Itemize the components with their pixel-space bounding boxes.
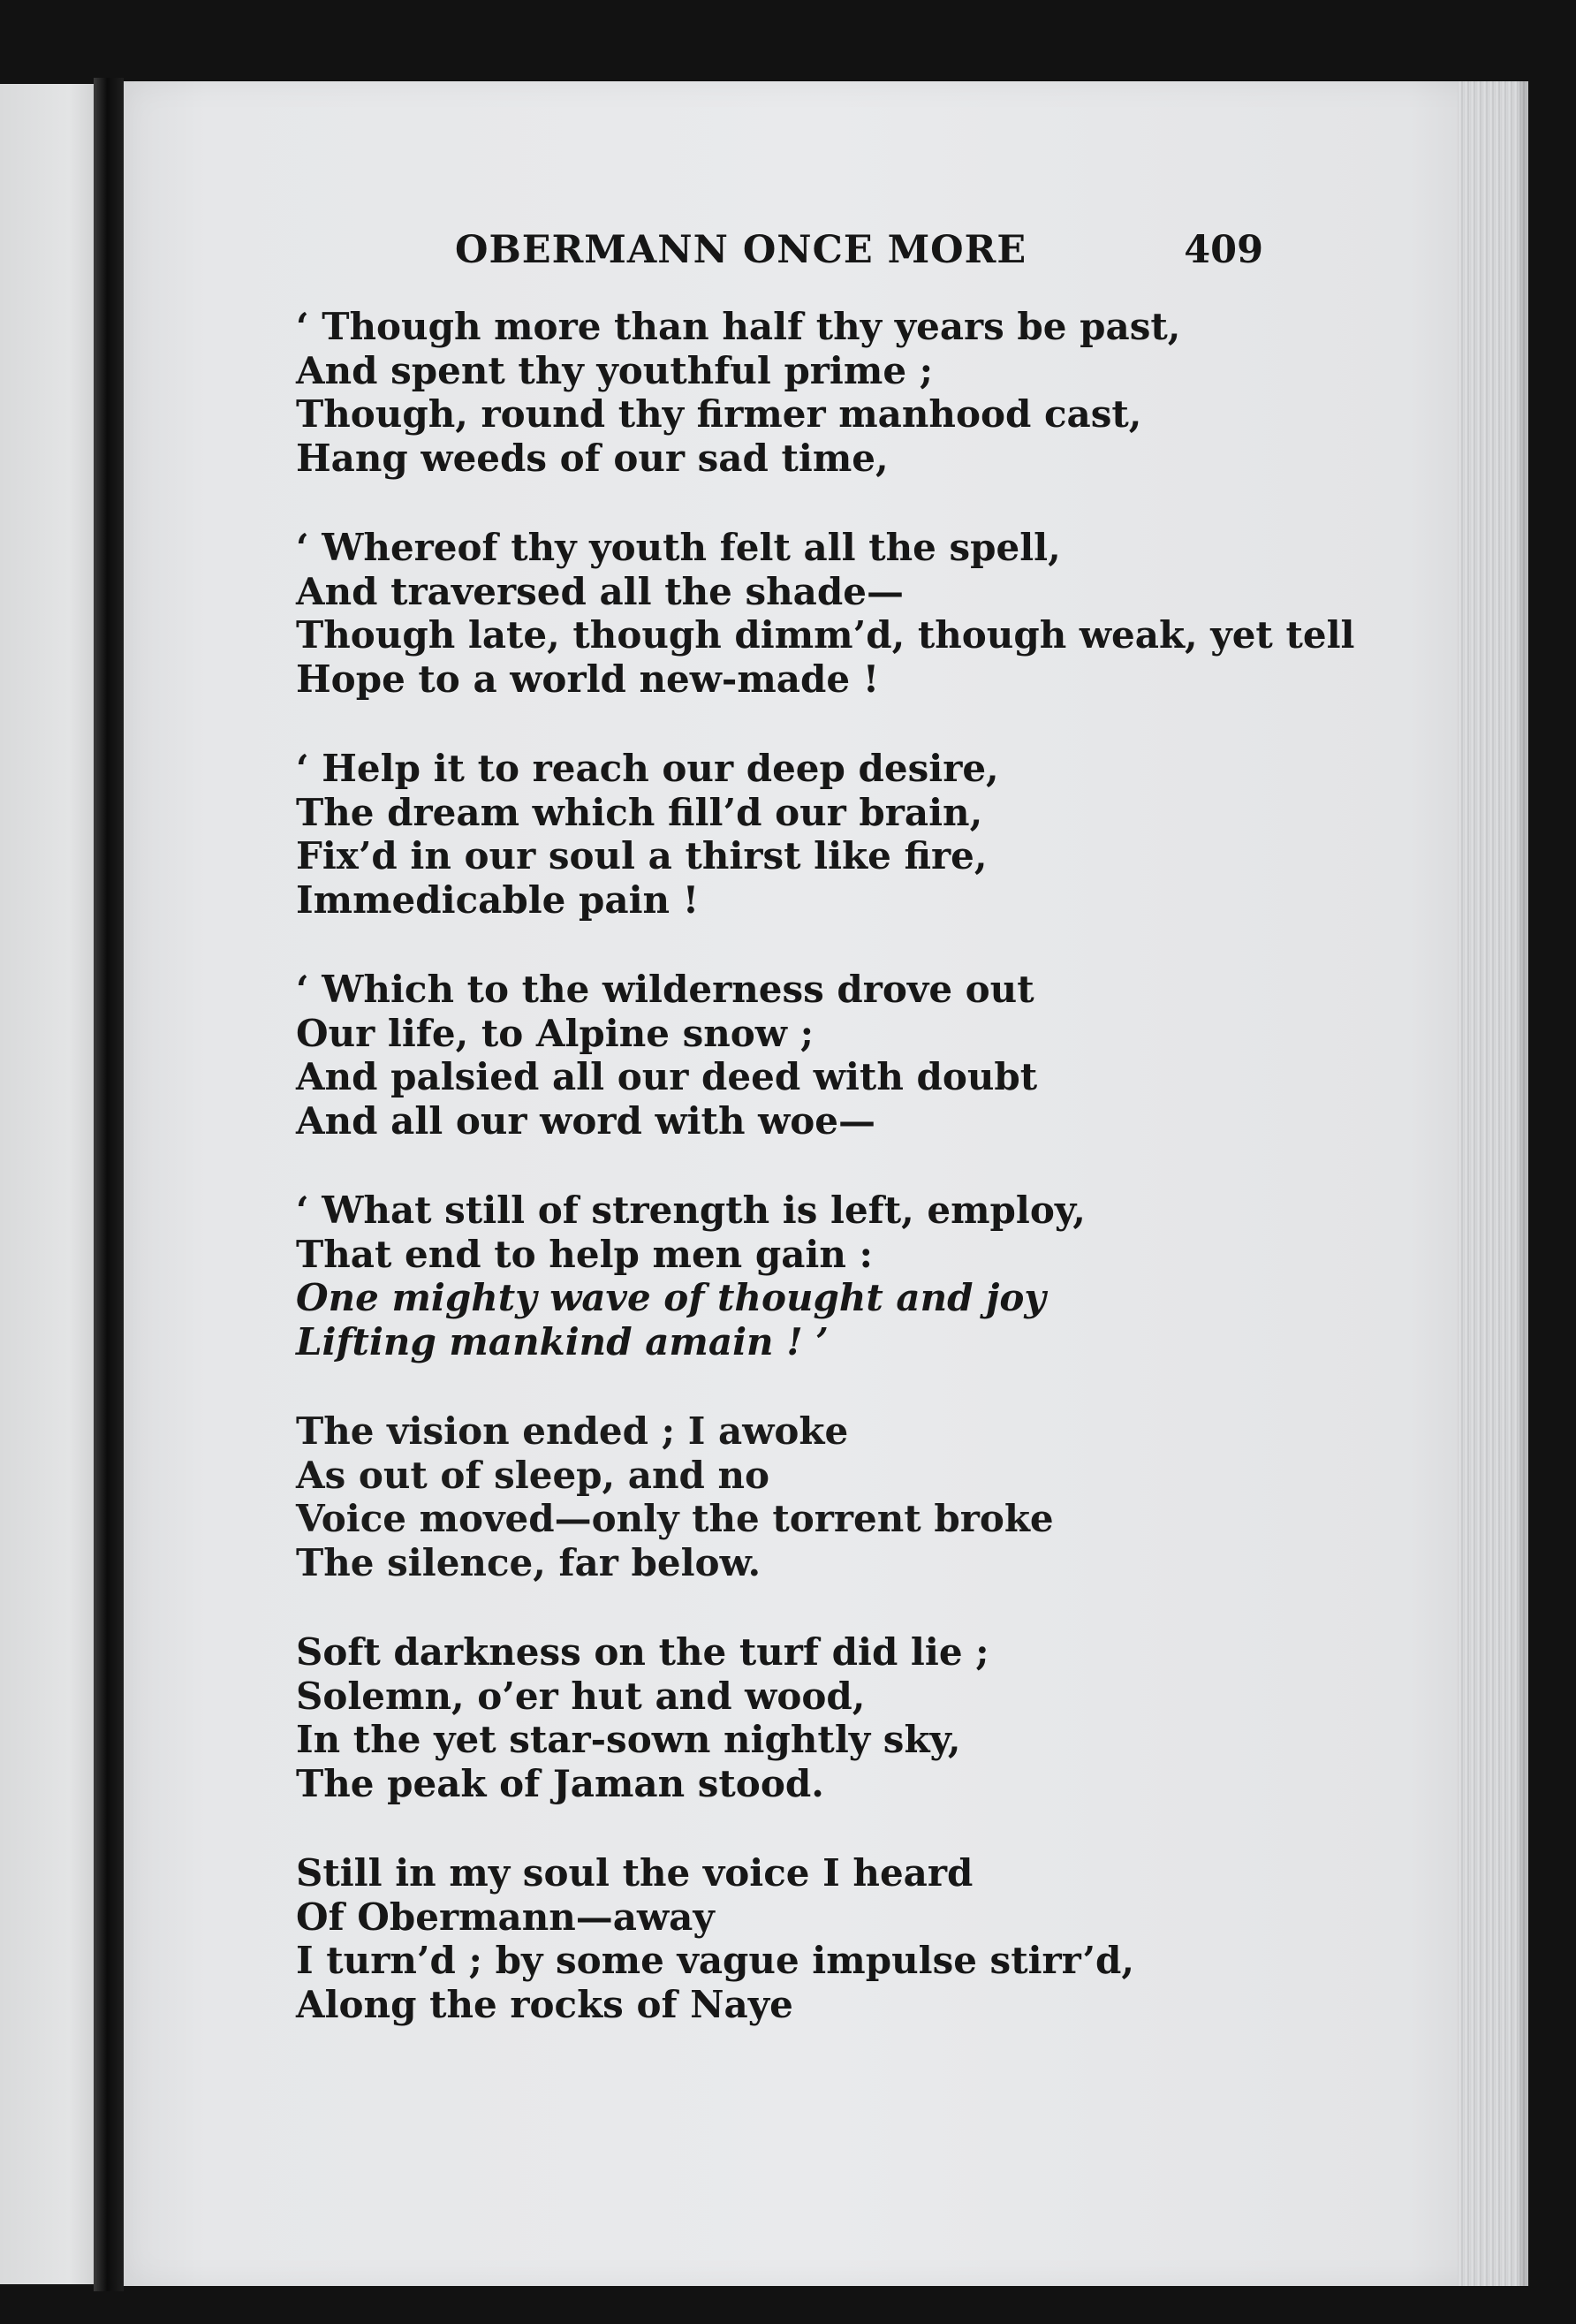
verse-line: ‘ Whereof thy youth felt all the spell, <box>296 526 1061 569</box>
stanza <box>296 1409 1303 1584</box>
verse-line-italic: Lifting mankind amain ! ’ <box>296 1319 829 1363</box>
verse-line: Voice moved—only the torrent broke <box>296 1497 1054 1540</box>
verse-line: ‘ Which to the wilderness drove out <box>296 968 1034 1011</box>
stanza <box>296 1851 1303 2026</box>
verse-line-italic: One mighty wave of thought and joy <box>296 1276 1046 1319</box>
verse-line: Along the rocks of Naye <box>296 1982 793 2026</box>
verse-line: Still in my soul the voice I heard <box>296 1851 974 1895</box>
verse-line: Though, round thy firmer manhood cast, <box>296 392 1142 436</box>
verse-line: Our life, to Alpine snow ; <box>296 1011 815 1055</box>
stanza <box>296 1630 1303 1805</box>
verse-line: ‘ What still of strength is left, employ, <box>296 1189 1086 1232</box>
verse-line: ‘ Help it to reach our deep desire, <box>296 747 999 790</box>
verse-line: And palsied all our deed with doubt <box>296 1055 1038 1098</box>
verse-line: And all our word with woe— <box>296 1098 876 1143</box>
verse-line: The dream which fill’d our brain, <box>296 790 983 834</box>
previous-page-edge <box>0 84 99 2284</box>
verse-line: Hang weeds of our sad time, <box>296 436 889 480</box>
verse-line: And spent thy youthful prime ; <box>296 348 934 392</box>
stanza <box>296 968 1303 1143</box>
verse-line: Of Obermann—away <box>296 1895 715 1939</box>
poem-body <box>296 305 1355 2072</box>
verse-line: The vision ended ; I awoke <box>296 1409 849 1453</box>
verse-line: And traversed all the shade— <box>296 569 904 613</box>
verse-line: Solemn, o’er hut and wood, <box>296 1674 866 1718</box>
verse-line: Though late, though dimm’d, though weak, yet tell <box>296 613 1355 657</box>
verse-line: Soft darkness on the turf did lie ; <box>296 1630 989 1674</box>
verse-line: Fix’d in our soul a thirst like fire, <box>296 834 988 877</box>
verse-line: The peak of Jaman stood. <box>296 1761 824 1805</box>
stanza <box>296 747 1303 922</box>
verse-line: In the yet star-sown nightly sky, <box>296 1718 961 1761</box>
verse-line: Immedicable pain ! <box>296 877 700 922</box>
verse-line: ‘ Though more than half thy years be past, <box>296 305 1181 348</box>
page-number: 409 <box>1184 228 1263 272</box>
page-edges <box>1458 81 1528 2286</box>
stanza <box>296 1189 1303 1363</box>
verse-line: The silence, far below. <box>296 1540 761 1584</box>
book-gutter <box>94 78 124 2291</box>
stanza <box>296 526 1355 701</box>
verse-line: Hope to a world new-made ! <box>296 657 880 701</box>
page-header <box>300 228 1263 290</box>
stanza <box>296 305 1303 480</box>
verse-line: As out of sleep, and no <box>296 1453 770 1497</box>
verse-line: I turn’d ; by some vague impulse stirr’d, <box>296 1939 1134 1982</box>
running-title: OBERMANN ONCE MORE <box>455 228 1027 272</box>
verse-line: That end to help men gain : <box>296 1232 874 1276</box>
